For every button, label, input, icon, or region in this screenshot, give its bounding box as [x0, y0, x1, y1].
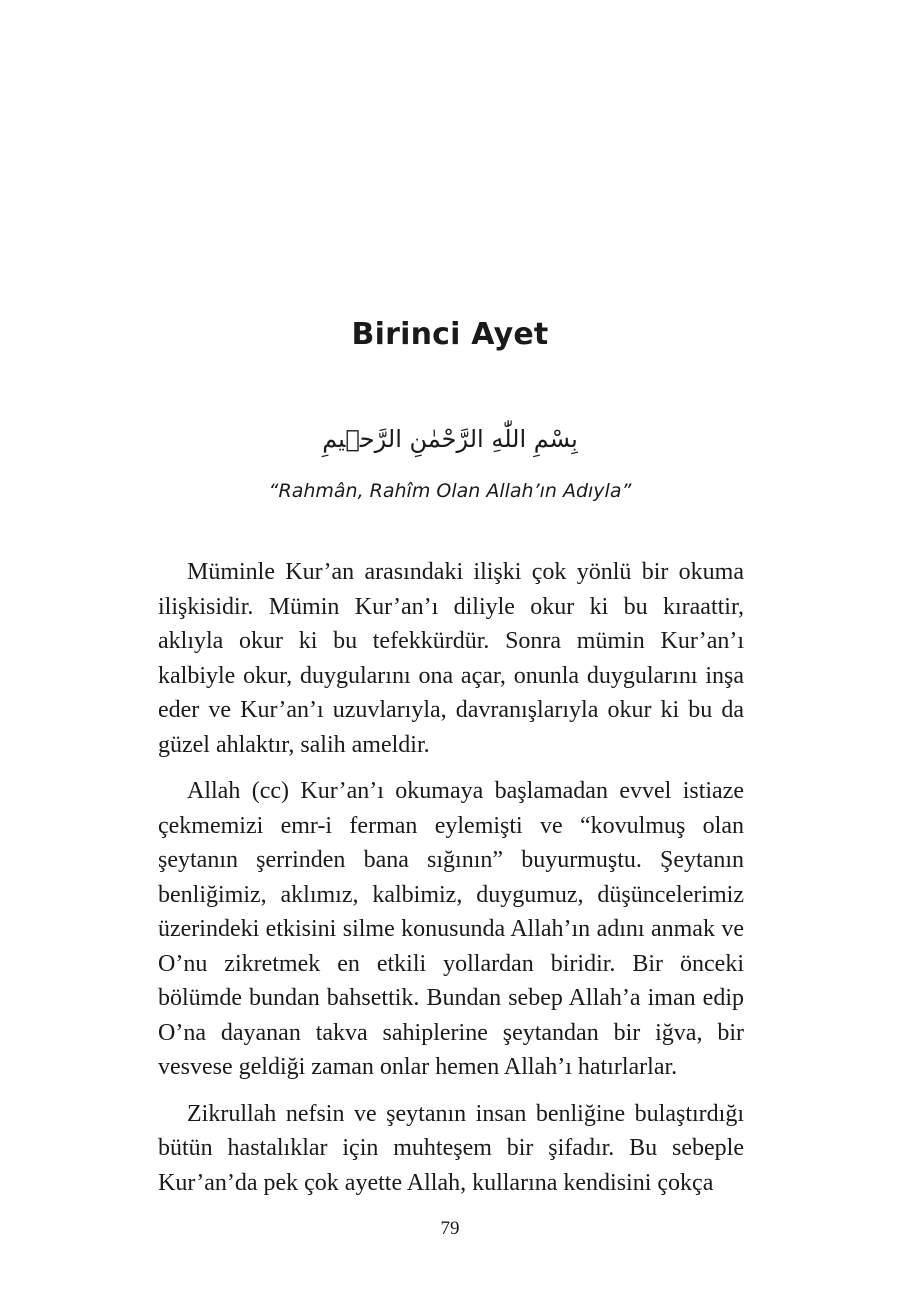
body-text [158, 555, 744, 1212]
basmala-translation: “Rahmân, Rahîm Olan Allah’ın Adıyla” [268, 480, 632, 502]
paragraph-1: Müminle Kur’an arasındaki ilişki çok yönlü bir okuma ilişkisidir. Mümin Kur’an’ı diliyle okur ki bu kıraattir, aklıyla okur ki bu tefekkürdür. Sonra mümin Kur’an’ı kalbiyle okur, duygularını ona açar, onunla duygularını inşa eder ve Kur’an’ı uzuvlarıyla, davranışlarıyla okur ki bu da güzel ahlaktır, salih ameldir. [158, 559, 744, 758]
paragraph-3: Zikrullah nefsin ve şeytanın insan benliğine bulaştırdığı bütün hastalıklar için muhteşem bir şifadır. Bu sebeple Kur’an’da pek çok ayette Allah, kullarına kendisini çokça [158, 1100, 744, 1196]
basmala-arabic: بِسْمِ اللّٰهِ الرَّحْمٰنِ الرَّح۪يمِ [322, 425, 578, 453]
page-number: 79 [440, 1218, 460, 1239]
chapter-title: Birinci Ayet [351, 317, 549, 352]
paragraph-2: Allah (cc) Kur’an’ı okumaya başlamadan evvel istiaze çekmemizi emr-i ferman eylemişti ve “kovulmuş olan şeytanın şerrinden bana sığının” buyurmuştu. Şeytanın benliğimiz, aklımız, kalbimiz, duygumuz, düşüncelerimiz üzerindeki etkisini silme konusunda Allah’ın adını anmak ve O’nu zikretmek en etkili yollardan biridir. Bir önceki bölümde bundan bahsettik. Bundan sebep Allah’a iman edip O’na dayanan takva sahiplerine şeytandan bir iğva, bir vesvese geldiği zaman onlar hemen Allah’ı hatırlarlar. [158, 778, 744, 1080]
